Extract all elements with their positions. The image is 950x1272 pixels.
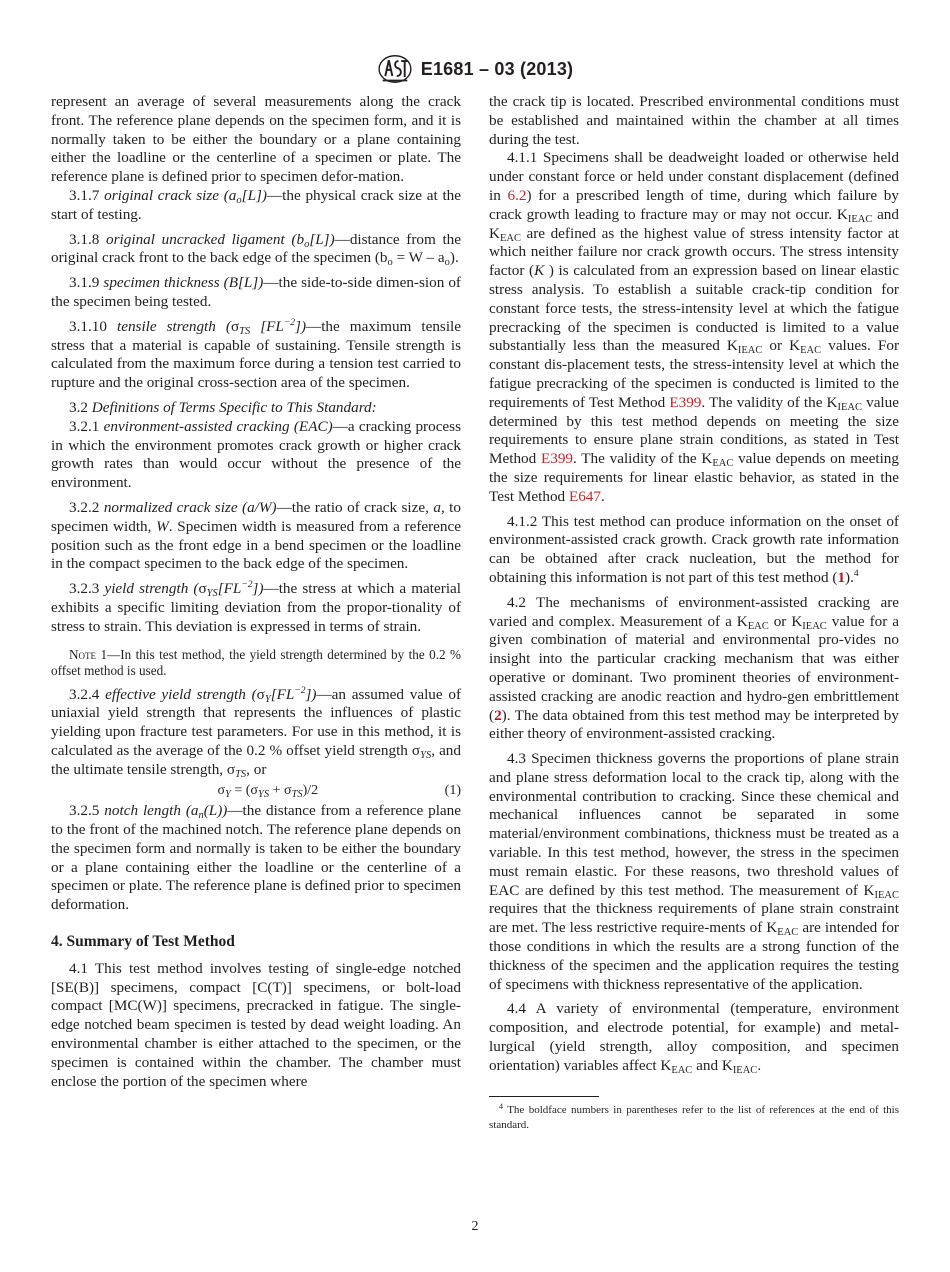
text-run: —the stress at which a material exhibits a specific limiting deviation from the propor-tionality of stress to strain. This deviation is expressed in terms of strain. (51, 580, 462, 635)
text-run: and K (692, 1056, 733, 1074)
text-run: + σ (269, 782, 292, 798)
italic-term: K (534, 262, 545, 280)
text-run: . The validity of the K (701, 393, 838, 411)
paragraph (51, 231, 461, 269)
italic-term: ]) (252, 580, 264, 598)
subscript: TS (239, 325, 251, 337)
text-run: value determined by this test method depends on meeting the size requirements to ensure plane strain conditions, as stated in Test Method (489, 393, 899, 468)
italic-term: effective yield strength ( (105, 685, 257, 703)
superscript: −2 (294, 685, 306, 696)
astm-logo-icon (377, 54, 413, 84)
subscript: EAC (671, 1064, 693, 1076)
cross-reference-link[interactable]: E399 (540, 450, 574, 468)
text-run: —an assumed value of uniaxial yield strength that represents the influences of plastic yielding upon fracture test parameters. For use in this method, it is calculated as the average of the 0.2 % offset yield strength σ (51, 685, 462, 759)
paragraph (51, 93, 461, 187)
text-run: 3.2.5 (69, 802, 105, 820)
text-run: or K (768, 612, 803, 630)
subscript: Y (225, 788, 231, 800)
text-run: 3.1.7 (69, 186, 105, 204)
italic-term: yield strength ( (104, 580, 199, 598)
subscript: YS (420, 749, 432, 761)
subscript: o (444, 257, 450, 269)
paragraph (51, 686, 461, 780)
text-run: requires that the thickness requirements of plane strain constraint are met. The less restrictive require-ments of K (489, 900, 899, 937)
equation-body (51, 782, 445, 801)
subscript: o (387, 257, 393, 269)
subscript: TS (235, 768, 247, 780)
italic-term: [FL (217, 580, 242, 598)
text-run: 3.2.1 (69, 417, 104, 435)
paragraph (489, 93, 899, 149)
italic-term: original uncracked ligament (b (106, 230, 305, 248)
subscript: TS (291, 788, 303, 800)
text-run: 4.2 The mechanisms of environment-assisted cracking are varied and complex. Measurement of a K (489, 593, 899, 630)
footnote-divider (489, 1096, 599, 1097)
text-run: = W – a (392, 249, 445, 267)
italic-term: specimen thickness (B[L]) (103, 274, 264, 292)
text-run: )/2 (302, 782, 319, 798)
text-run: and K (489, 205, 899, 242)
text-run: —the side-to-side dimen-sion of the specimen being tested. (51, 274, 461, 310)
equation (51, 782, 461, 801)
reference-number-link[interactable]: 1 (837, 568, 846, 586)
text-run: σ (256, 685, 265, 703)
text-run: , or (246, 760, 267, 778)
text-run: or K (762, 337, 801, 355)
text-run: are defined as the highest value of stress intensity factor at which neither failure nor crack growth occurs. The stress intensity factor ( (489, 224, 899, 280)
italic-term: W (156, 517, 169, 535)
subscript: Y (264, 693, 271, 705)
paragraph (489, 513, 899, 588)
paragraph (51, 418, 461, 493)
paragraph (51, 802, 461, 915)
text-run: represent an average of several measurements along the crack front. The reference plane depends on the specimen form, and it is normally taken to be either the boundary or a plane containing either the loadline or the centerline of a specimen or plate. The reference plane is defined prior to specimen defor-mation. (51, 93, 461, 186)
italic-term: a (433, 498, 441, 516)
subscript: EAC (499, 232, 521, 244)
text-run: 4.1.1 Specimens shall be deadweight loaded or otherwise held under constant force or held under constant displacement (defined in (489, 149, 899, 204)
paragraph (51, 580, 461, 636)
subscript: o (304, 238, 310, 250)
paragraph (51, 499, 461, 574)
subscript: IEAC (847, 213, 873, 225)
italic-term: [FL (270, 685, 295, 703)
text-run: . The validity of the K (573, 450, 713, 468)
italic-term: normalized crack size (a/W) (103, 498, 277, 516)
subscript: EAC (747, 620, 769, 632)
text-run: 1—In this test method, the yield strength determined by the 0.2 % offset method is used. (51, 646, 461, 679)
paragraph (489, 1000, 899, 1075)
text-run: 3.1.10 (69, 317, 117, 335)
page-number: 2 (471, 1219, 479, 1234)
text-run: 3.2 (69, 398, 92, 416)
equation-number: (1) (444, 782, 461, 798)
text-run: 3.2.2 (69, 498, 104, 516)
text-run: 3.2.4 (69, 685, 106, 703)
text-run: . Specimen width is measured from a reference position such as the front edge in a bend specimen or the loadline in the compact specimen to the back edge of the specimen. (51, 517, 461, 573)
italic-term: original crack size (a (104, 186, 237, 204)
paragraph (51, 187, 461, 225)
italic-term: environment-assisted cracking (EAC) (103, 417, 333, 435)
paragraph (489, 594, 899, 744)
text-run: 4.3 Specimen thickness governs the proportions of plane strain and plane stress deformation local to the crack tip, along with the environmental contribution to cracking. Since these chemical and mechanical influences cannot be separated in some material/environment combinations, thickness must be treated as a variable. In this test method, however, the stress in the specimen must remain elastic. For these reasons, two threshold values of EAC are defined by this test method. The measurement of K (489, 750, 899, 899)
text-run: —the ratio of crack size, (276, 498, 434, 516)
left-column (51, 93, 461, 1091)
text-run: value for a given combination of material and environmental pro-vides no insight into the particular cracking mechanism that was either operative or dominant. Two prominent theories of environment-assisted cracking are anodic reaction and hydro-gen embrittlement ( (489, 612, 900, 724)
right-column-body (489, 93, 899, 1076)
subscript: YS (257, 788, 270, 800)
italic-term: tensile strength ( (116, 317, 231, 335)
text-run: are intended for those conditions in which the results are a strong function of the thickness of the specimen and the application requires the testing of specimens with thickness representative of the application. (489, 919, 899, 993)
text-run: 4.1 This test method involves testing of single-edge notched [SE(B)] specimens, compact [C(T)] specimens, or bolt-load compact [MC(W)] specimens, precracked in fatigue. The single-edge notched beam specimen is tested by dead weight loading. An environmental chamber is either attached to the specimen, or the specimen is contained within the chamber. The chamber must enclose the portion of the specimen where (51, 959, 461, 1090)
text-run: —the distance from a reference plane to the front of the machined notch. The reference plane depends on the specimen form and normally is taken to be either the boundary or a plane containing either the loadline or the centerline of a specimen or plate. The reference plane is defined prior to specimen deformation. (51, 802, 462, 914)
superscript: −2 (283, 317, 296, 328)
italic-term: Definitions of Terms Specific to This Standard: (91, 398, 377, 416)
subscript: IEAC (732, 1064, 758, 1076)
text-run: 4.1.2 This test method can produce information on the onset of environment-assisted crack growth. Crack growth rate information can be obtained after crack nucleation, but the method for obtaining this information is not part of this test method ( (489, 512, 899, 586)
text-run: ) for a prescribed length of time, during which failure by crack growth leading to fracture may or may not occur. K (489, 186, 899, 223)
text-run: the crack tip is located. Prescribed environmental conditions must be established and maintained within the chamber at all times during the test. (489, 93, 899, 148)
text-run: ) is calculated from an expression based on linear elastic stress analysis. To establish a suitable crack-tip condition for constant force tests, the stress-intensity level at which the fatigue precracking of the specimen is conducted is limited to a value substantially less than the measured K (489, 262, 899, 355)
subscript: IEAC (737, 345, 763, 357)
paragraph (489, 750, 899, 994)
note-label: Note (69, 646, 97, 662)
reference-number-link[interactable]: 2 (494, 706, 502, 724)
italic-term: ]) (305, 685, 317, 703)
cross-reference-link[interactable]: E647 (568, 487, 601, 505)
text-run: σ (217, 782, 226, 798)
subscript: YS (206, 588, 218, 600)
italic-term: [FL (250, 317, 284, 335)
subscript: n (198, 810, 204, 822)
page-header (0, 52, 950, 86)
note-paragraph (51, 647, 461, 680)
text-run: . (757, 1056, 762, 1074)
text-run: —the maximum tensile stress that a material is capable of sustaining. Tensile strength is calculated from the maximum force during a tension test carried to rupture and the original cross-section area of the specimen. (51, 317, 462, 392)
text-run: σ (230, 317, 240, 335)
text-run: ). The data obtained from this test method may be interpreted by either theory of environment-assisted cracking. (489, 706, 899, 743)
section-heading (51, 933, 461, 952)
subscript: IEAC (874, 889, 899, 901)
text-run: = (σ (230, 782, 258, 798)
superscript: 4 (853, 568, 859, 579)
italic-term: [L]) (241, 186, 267, 204)
paragraph (51, 318, 461, 393)
text-run: σ (198, 580, 207, 598)
text-run: , and the ultimate tensile strength, σ (51, 741, 461, 778)
superscript: −2 (241, 580, 253, 591)
italic-term: ]) (295, 317, 307, 335)
cross-reference-link[interactable]: 6.2 (507, 186, 527, 204)
italic-term: (L)) (203, 802, 228, 820)
footnote-4 (489, 1103, 899, 1133)
right-column (489, 93, 899, 1133)
footnote-text: The boldface numbers in parentheses refer to the list of references at the end of this standard. (489, 1103, 899, 1131)
subscript: EAC (777, 927, 799, 939)
text-run: —distance from the original crack front to the back edge of the specimen (b (51, 230, 462, 267)
paragraph (51, 960, 461, 1092)
text-run: ). (845, 568, 854, 586)
text-run: —the physical crack size at the start of testing. (51, 186, 461, 223)
subscript: IEAC (802, 620, 827, 632)
text-run: 4. Summary of Test Method (51, 933, 235, 951)
subscript: EAC (712, 458, 734, 470)
italic-term: notch length (a (104, 802, 199, 820)
cross-reference-link[interactable]: E399 (669, 393, 702, 411)
subscript: EAC (800, 345, 822, 357)
text-run: ). (449, 249, 459, 267)
italic-term: [L]) (309, 230, 335, 248)
text-run: —a cracking process in which the environment promotes crack growth or higher crack growth rates than would occur without the presence of the environment. (51, 417, 461, 492)
paragraph (489, 149, 899, 506)
paragraph (51, 399, 461, 418)
text-run: value depends on meeting the size requirements for linear elastic behavior, as stated in the Test Method (489, 450, 899, 505)
text-run: 4.4 A variety of environmental (temperature, environment composition, and electrode potential, for example) and metal-lurgical (yield strength, alloy composition, and specimen orientation) variables affect K (489, 1000, 899, 1074)
text-run: 3.2.3 (69, 580, 105, 598)
document-id: E1681 – 03 (2013) (420, 58, 574, 79)
text-run: values. For constant dis-placement tests, the stress-intensity level at which the fatigue precracking of the specimen is conducted is limited to the requirements of Test Method (489, 337, 900, 411)
text-run: . (601, 487, 605, 505)
text-run: 3.1.9 (69, 274, 104, 292)
text-run: , to specimen width, (51, 498, 461, 535)
text-run: 3.1.8 (69, 230, 107, 248)
paragraph (51, 274, 461, 312)
subscript: IEAC (837, 401, 863, 413)
subscript: o (236, 194, 242, 206)
footnote-marker: 4 (499, 1101, 503, 1111)
